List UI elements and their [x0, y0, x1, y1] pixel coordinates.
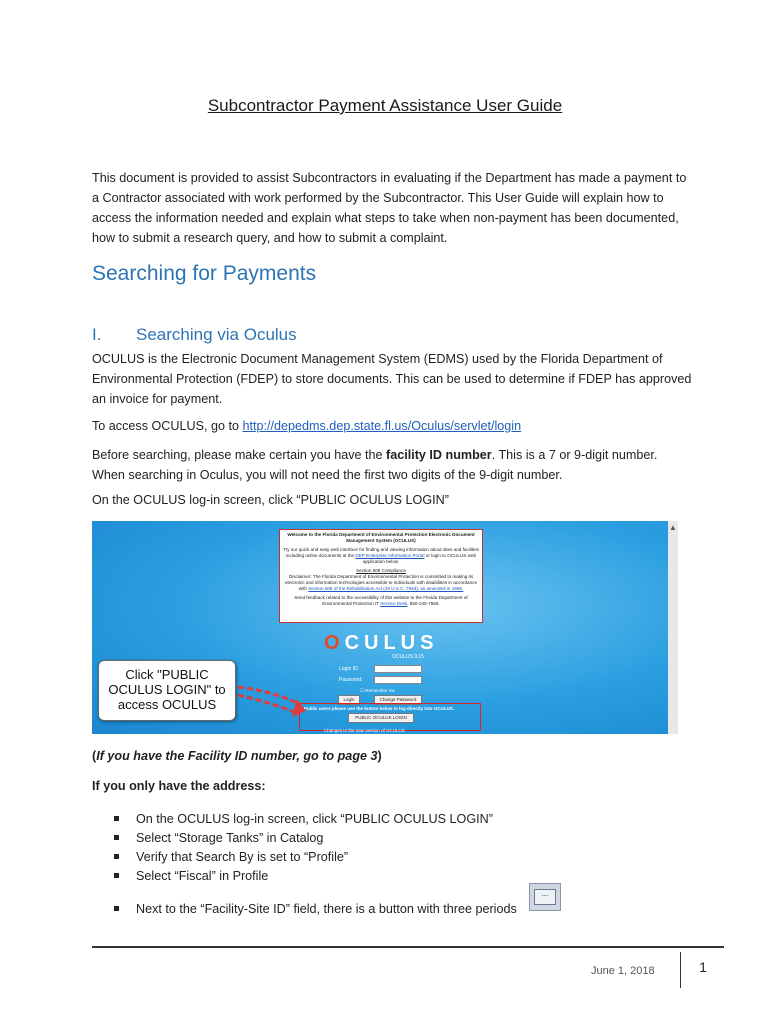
- facility-note-text: If you have the Facility ID number, go to page 3: [96, 749, 378, 763]
- list-item: [114, 900, 517, 919]
- logo-rest: CULUS: [344, 632, 439, 654]
- remember-me-checkbox[interactable]: ☐ Remember me: [360, 688, 396, 693]
- oculus-login-screenshot: [92, 521, 678, 734]
- list-item-text: Next to the “Facility-Site ID” field, there is a button with three periods: [136, 902, 517, 916]
- bullet-icon: [114, 906, 119, 911]
- disclaimer-body: Disclaimer: The Florida Department of Environmental Protection is committed to making its electronic and information technologies accessible to individuals with disabilities in accordance with: [284, 574, 478, 591]
- welcome-body-text: Try our quick and easy web interface for finding and viewing information about sites and facilities including online documents at the: [283, 547, 479, 558]
- list-item-text: Verify that Search By is set to “Profile”: [136, 850, 349, 864]
- oculus-version: OCULUS 9.15: [392, 654, 424, 660]
- login-id-label: Login ID:: [339, 666, 360, 672]
- list-item-text: Select “Storage Tanks” in Catalog: [136, 831, 324, 845]
- changes-link[interactable]: Changes to the new version of OCULUS: [324, 728, 405, 733]
- list-item-text: Select “Fiscal” in Profile: [136, 869, 269, 883]
- list-item: [114, 848, 493, 867]
- three-periods-button-image: [529, 883, 561, 911]
- feedback-body: Send feedback related to the accessibility of this website to the Florida Department of Environmental Protection IT: [294, 595, 468, 606]
- paren-open: (: [92, 749, 97, 763]
- bullet-icon: [114, 854, 119, 859]
- address-heading: If you only have the address:: [92, 779, 266, 793]
- access-prefix: To access OCULUS, go to: [92, 419, 243, 433]
- list-item: [114, 867, 493, 886]
- public-oculus-login-button[interactable]: PUBLIC OCULUS LOGIN: [348, 713, 414, 723]
- access-paragraph: [92, 416, 692, 436]
- ellipsis-icon: ...: [534, 889, 556, 905]
- list-item: [114, 810, 493, 829]
- heading-searching-for-payments: Searching for Payments: [92, 262, 317, 285]
- intro-paragraph: This document is provided to assist Subcontractors in evaluating if the Department has made a payment to a Contractor associated with work performed by the Subcontractor. This User Guide will explain how to access the information needed and explain what steps to take when non-payment has been documented, how to submit a research query, and how to submit a complaint.: [92, 171, 687, 245]
- heading-text: Searching via Oculus: [136, 325, 297, 344]
- public-users-text: Public users please use the button below to log directly into OCULUS.: [304, 706, 455, 711]
- list-item: [114, 829, 493, 848]
- document-title: Subcontractor Payment Assistance User Guide: [207, 96, 563, 115]
- login-button[interactable]: Login: [338, 695, 360, 705]
- eip-link[interactable]: DEP Enterprise Information Portal: [355, 553, 425, 558]
- password-label: Password:: [339, 677, 363, 683]
- bullet-icon: [114, 873, 119, 878]
- section508-link[interactable]: Section 508 of the Rehabilitation Act (29 U.S.C. 794d), as amended in 1998.: [308, 586, 464, 591]
- scroll-up-icon: ▲: [669, 523, 677, 532]
- logo-o: O: [324, 632, 345, 654]
- before-searching-paragraph: [92, 445, 692, 485]
- page-number: 1: [680, 952, 725, 988]
- phone-number: , 850-245-7555.: [407, 601, 440, 606]
- oculus-login-link[interactable]: http://depedms.dep.state.fl.us/Oculus/servlet/login: [242, 419, 522, 433]
- footer-divider: [92, 946, 724, 948]
- welcome-body-text-2: or login to OCULUS web application below.: [362, 553, 477, 564]
- login-instruction: On the OCULUS log-in screen, click “PUBLIC OCULUS LOGIN”: [92, 493, 449, 507]
- welcome-title: Welcome to the Florida Department of Environmental Protection Electronic Document Management System (OCULUS): [287, 532, 475, 543]
- remember-me-label: Remember me: [365, 688, 396, 693]
- screenshot-scrollbar: [668, 521, 678, 734]
- oculus-description: OCULUS is the Electronic Document Management System (EDMS) used by the Florida Department of Environmental Protection (FDEP) to store documents. This can be used to determine if FDEP has approved an invoice for payment.: [92, 352, 692, 406]
- list-item-text: On the OCULUS log-in screen, click “PUBLIC OCULUS LOGIN”: [136, 812, 493, 826]
- facility-id-emphasis: facility ID number: [386, 448, 492, 462]
- bullet-icon: [114, 835, 119, 840]
- callout-box: Click "PUBLIC OCULUS LOGIN" to access OCULUS: [98, 660, 236, 721]
- bullet-icon: [114, 816, 119, 821]
- service-desk-link[interactable]: Service Desk: [380, 601, 408, 606]
- before-a: Before searching, please make certain you have the: [92, 448, 387, 462]
- paren-close: ): [377, 749, 382, 763]
- section508-heading: Section 508 Compliance: [356, 568, 406, 573]
- footer-date: June 1, 2018: [591, 965, 655, 977]
- before-c: . This is a 7 or 9-digit number. When searching in Oculus, you will not need the first two digits of the 9-digit number.: [92, 448, 658, 482]
- heading-searching-via-oculus: [92, 325, 297, 345]
- change-password-button[interactable]: Change Password: [374, 695, 422, 705]
- heading-number: I.: [92, 325, 102, 344]
- steps-list: [114, 810, 493, 886]
- facility-id-note: [92, 746, 692, 766]
